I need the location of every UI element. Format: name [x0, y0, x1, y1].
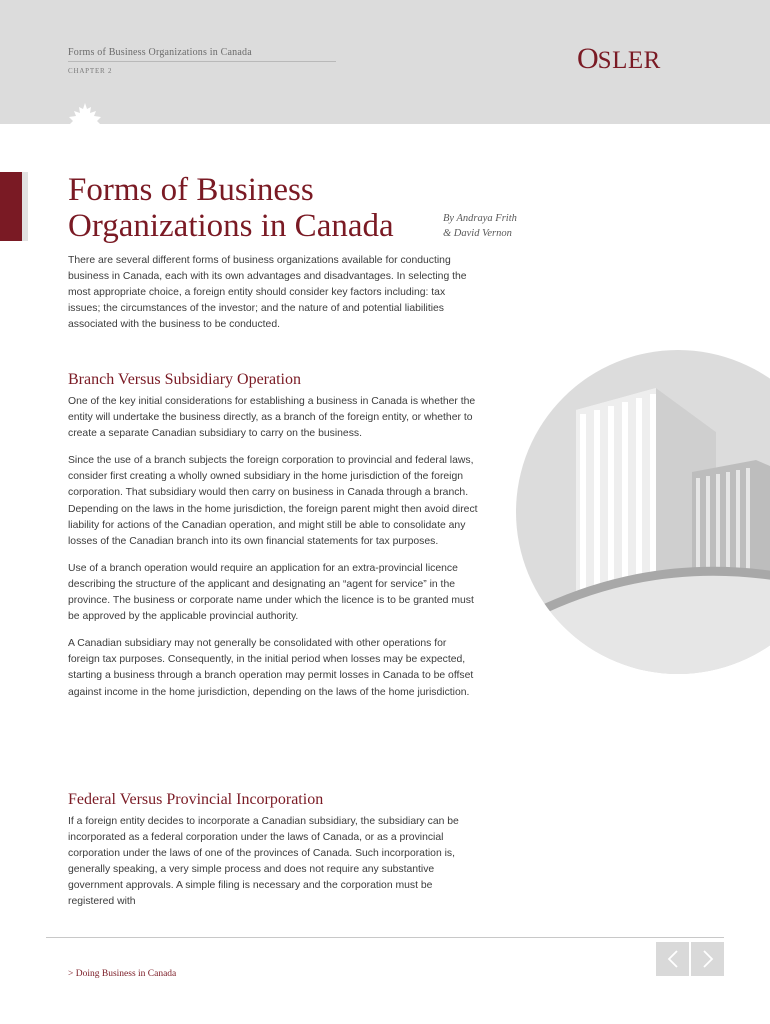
body-paragraph: One of the key initial considerations for establishing a business in Canada is whether the entity will undertake the business directly, as a branch of the foreign entity, or whether to create a separate Canadian subsidiary to carry on the business. — [68, 396, 476, 440]
chevron-right-icon — [701, 949, 715, 969]
section-branch-subsidiary — [68, 369, 480, 712]
next-page-button[interactable] — [691, 942, 724, 976]
accent-bar — [0, 172, 22, 241]
intro-paragraph: There are several different forms of business organizations available for conducting business in Canada, each with its own advantages and disadvantages. In selecting the most appropriate choice, a foreign entity should consider key factors including: tax issues; the circumstances of the investor; and the nature of and potential liabilities associated with the business to be conducted. — [68, 255, 467, 331]
footer-link[interactable]: > Doing Business in Canada — [68, 969, 177, 979]
page-title-line-1: Forms of Business — [68, 172, 314, 208]
footer-divider — [46, 937, 724, 938]
body-paragraph: A Canadian subsidiary may not generally be consolidated with other operations for foreign tax purposes. Consequently, in the initial period when losses may be expected, starting a business through a branch operation may permit losses in Canada to be offset against income in the home jurisdiction, depending on the laws of the home jurisdiction. — [68, 638, 474, 698]
section-heading: Branch Versus Subsidiary Operation — [68, 371, 301, 388]
chapter-label: CHAPTER 2 — [68, 67, 113, 75]
logo-rest: SLER — [597, 47, 661, 74]
buildings-illustration — [516, 350, 770, 676]
previous-page-button[interactable] — [656, 942, 689, 976]
section-heading: Federal Versus Provincial Incorporation — [68, 791, 324, 808]
osler-logo — [577, 44, 661, 74]
byline-line-1: By Andraya Frith — [443, 213, 517, 224]
intro-block — [68, 253, 480, 344]
running-title: Forms of Business Organizations in Canada — [68, 47, 252, 58]
section-federal-provincial — [68, 789, 480, 922]
logo-initial: O — [577, 42, 598, 75]
byline-line-2: & David Vernon — [443, 228, 512, 239]
chevron-left-icon — [666, 949, 680, 969]
body-paragraph: Since the use of a branch subjects the foreign corporation to provincial and federal laws, consider first creating a wholly owned subsidiary in the home jurisdiction of the foreign corporation. That subsidiary would then carry on business in Canada through a branch. Depending on the laws in the home jurisdiction, the foreign parent might then avoid direct liability for actions of the Canadian operation, and might still be able to consolidate any losses of the Canadian branch into its own financial statements for tax purposes. — [68, 455, 478, 547]
maple-leaf-icon — [67, 103, 103, 125]
accent-bar-shadow — [22, 172, 28, 241]
byline — [443, 211, 517, 241]
body-paragraph: If a foreign entity decides to incorporate a Canadian subsidiary, the subsidiary can be incorporated as a federal corporation under the laws of Canada, or as a provincial corporation under the laws of one of the provinces of Canada. Such incorporation is, generally speaking, a very simple process and does not require any substantive government approvals. A simple filing is necessary and the corporation must be registered with — [68, 816, 459, 908]
page-title — [68, 172, 394, 244]
header-divider — [68, 61, 336, 62]
page-title-line-2: Organizations in Canada — [68, 208, 394, 244]
body-paragraph: Use of a branch operation would require an application for an extra-provincial licence describing the structure of the applicant and designating an “agent for service” in the province. The business or corporate name under which the licence is to be granted must be approved by the applicable provincial authority. — [68, 562, 474, 623]
